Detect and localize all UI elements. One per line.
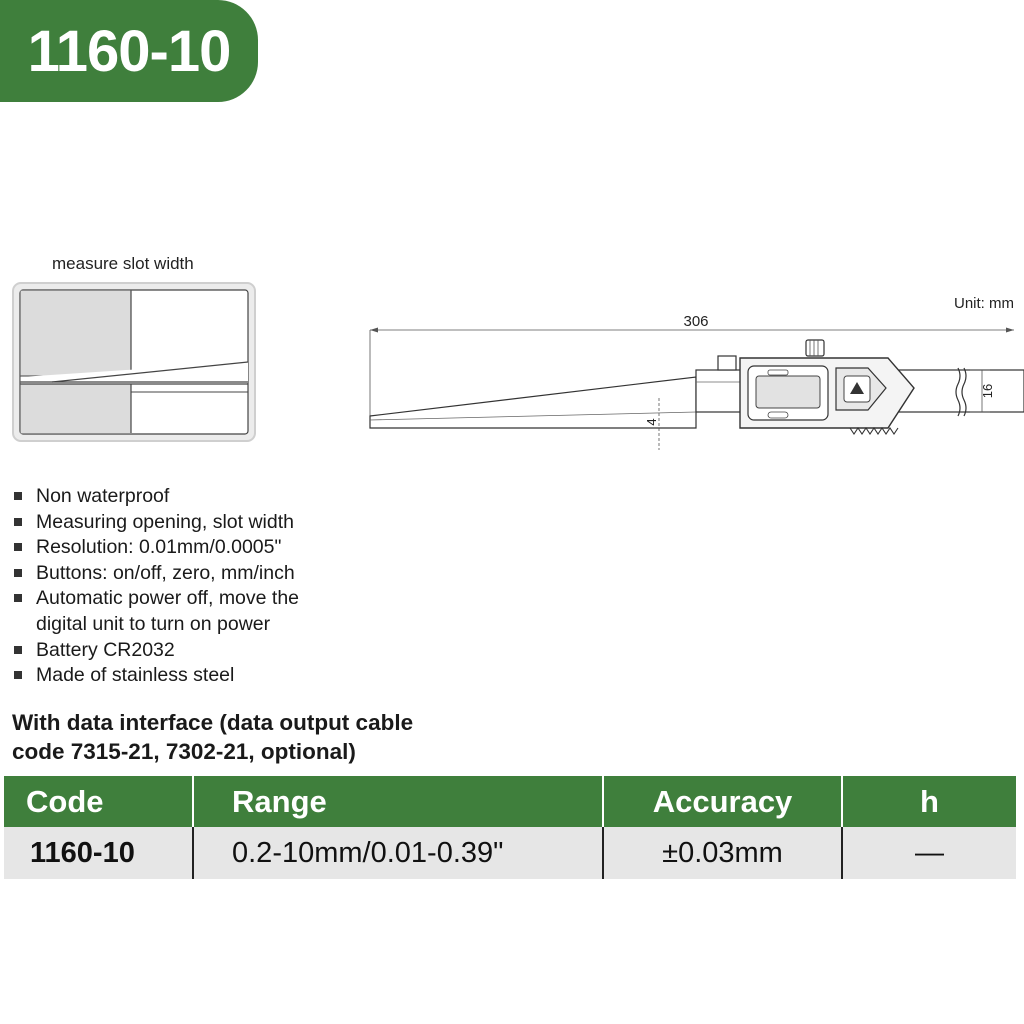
feature-item: Measuring opening, slot width [12, 510, 299, 536]
gauge-technical-drawing [360, 290, 1024, 460]
feature-item: Buttons: on/off, zero, mm/inch [12, 561, 299, 587]
unit-label: Unit: mm [954, 295, 1014, 312]
feature-item-continuation: digital unit to turn on power [36, 612, 271, 635]
slot-illustration [12, 282, 256, 442]
column-header-accuracy: Accuracy [603, 776, 842, 827]
spec-table [4, 776, 1016, 879]
table-header-row [4, 776, 1016, 827]
dimension-tip-label: 4 [644, 418, 659, 426]
feature-item: Automatic power off, move the [12, 586, 299, 612]
interface-note-line: code 7315-21, 7302-21, optional) [12, 739, 356, 764]
model-number: 1160-10 [27, 18, 231, 84]
feature-list [12, 484, 299, 689]
cell-accuracy: ±0.03mm [603, 827, 842, 879]
cell-h: — [842, 827, 1016, 879]
feature-item: Non waterproof [12, 484, 299, 510]
dimension-height-label: 16 [980, 383, 995, 399]
cell-code: 1160-10 [4, 827, 193, 879]
column-header-range: Range [193, 776, 603, 827]
data-interface-note [12, 708, 532, 766]
feature-item: Battery CR2032 [12, 638, 299, 664]
model-badge [0, 0, 258, 102]
column-header-h: h [842, 776, 1016, 827]
cell-range: 0.2-10mm/0.01-0.39" [193, 827, 603, 879]
feature-item: Made of stainless steel [12, 663, 299, 689]
table-row [4, 827, 1016, 879]
column-header-code: Code [4, 776, 193, 827]
feature-item: Resolution: 0.01mm/0.0005" [12, 535, 299, 561]
dimension-length-label: 306 [683, 313, 709, 330]
interface-note-line: With data interface (data output cable [12, 710, 414, 735]
slot-illustration-caption: measure slot width [52, 254, 194, 273]
